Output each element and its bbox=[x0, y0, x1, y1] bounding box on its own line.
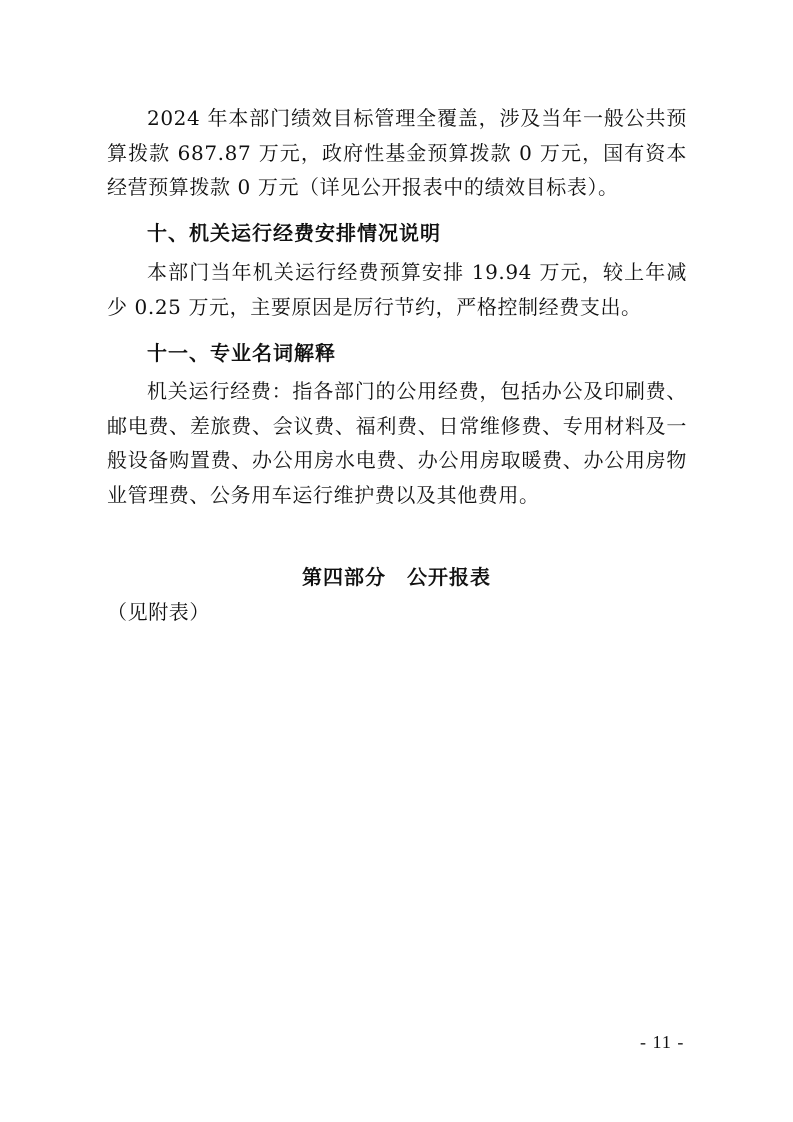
glossary-paragraph: 机关运行经费：指各部门的公用经费，包括办公及印刷费、邮电费、差旅费、会议费、福利费、日常维修费、专用材料及一般设备购置费、办公用房水电费、办公用房取暖费、办公用房物业管理费、公务用车运行维护费以及其他费用。 bbox=[107, 379, 687, 507]
section-heading-11: 十一、专业名词解释 bbox=[147, 341, 336, 365]
see-attachment-note: （见附表） bbox=[107, 600, 210, 624]
part-title: 第四部分 公开报表 bbox=[302, 565, 491, 589]
page-number: - 11 - bbox=[640, 1032, 685, 1052]
section-heading-10: 十、机关运行经费安排情况说明 bbox=[147, 221, 441, 245]
operating-expense-paragraph: 本部门当年机关运行经费预算安排 19.94 万元，较上年减少 0.25 万元，主要原因是厉行节约，严格控制经费支出。 bbox=[107, 260, 687, 319]
performance-paragraph: 2024 年本部门绩效目标管理全覆盖，涉及当年一般公共预算拨款 687.87 万元，政府性基金预算拨款 0 万元，国有资本经营预算拨款 0 万元（详见公开报表中的绩效目标表）。 bbox=[107, 106, 687, 199]
